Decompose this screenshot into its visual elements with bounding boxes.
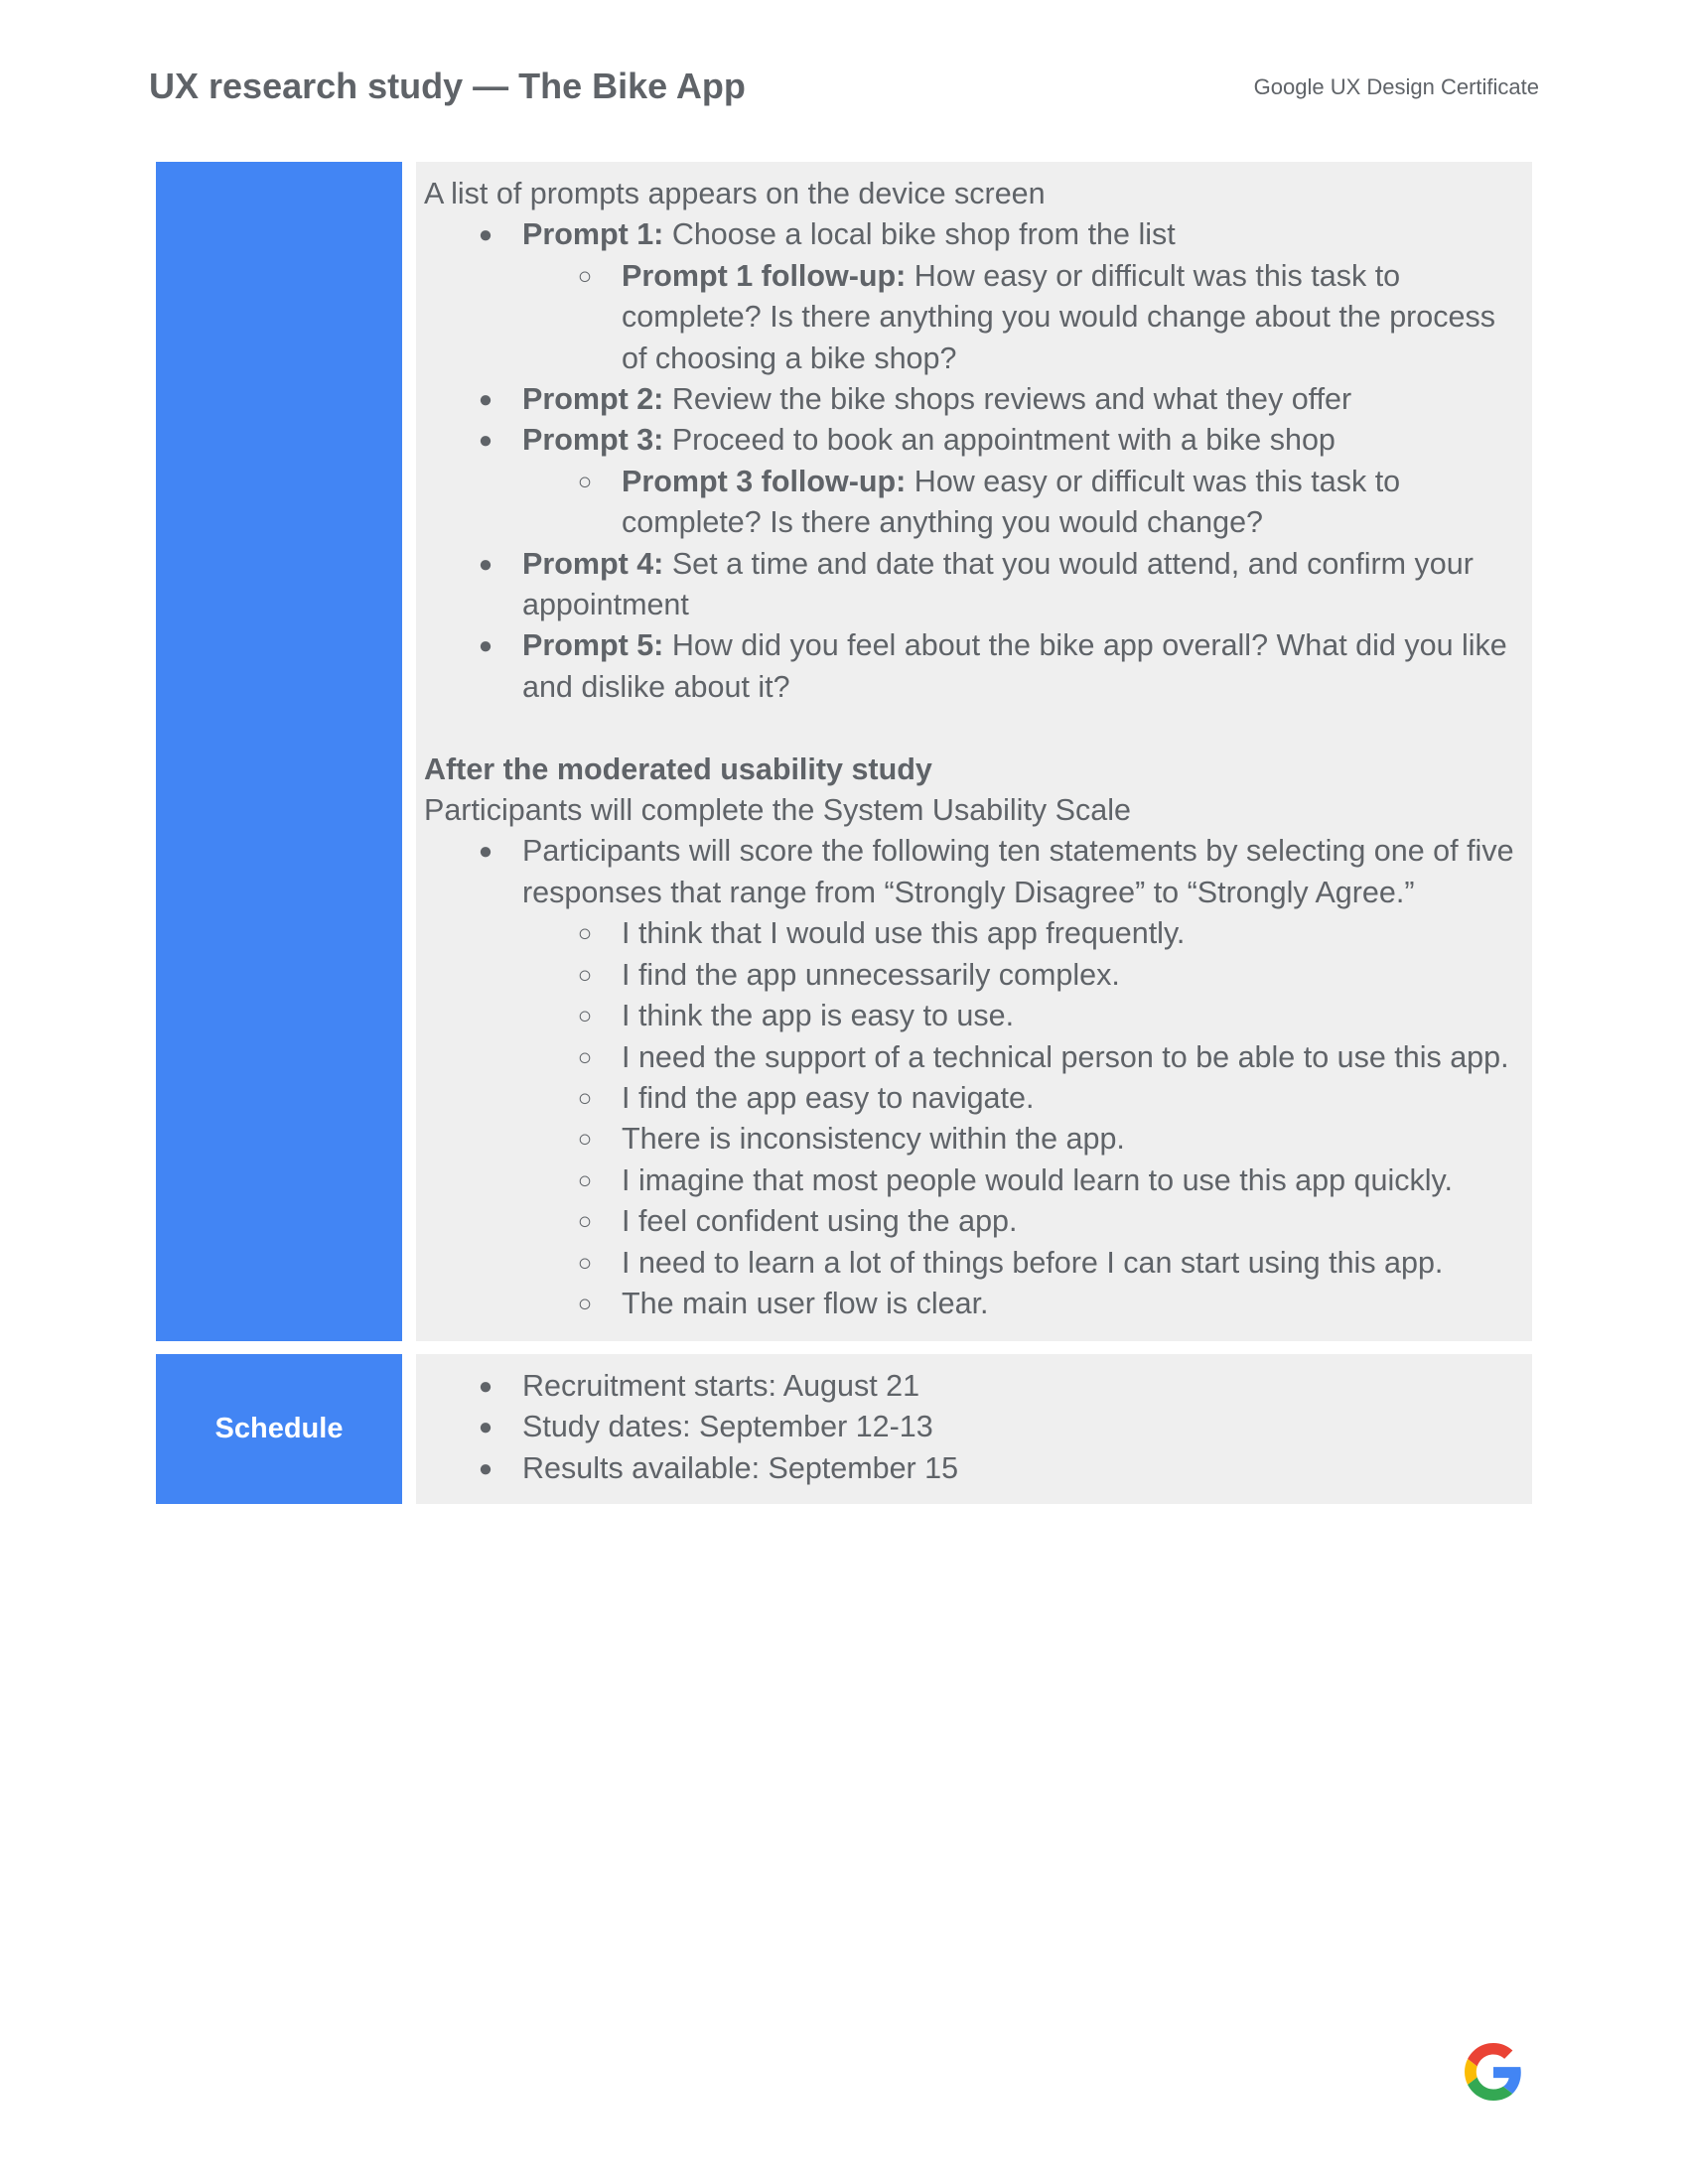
prompt-label: Prompt 5:	[522, 628, 664, 663]
sus-statement	[424, 1119, 1520, 1160]
bullet-hollow-icon: ○	[577, 1166, 593, 1194]
bullet-filled-icon: ●	[478, 838, 493, 866]
page-title: UX research study — The Bike App	[149, 66, 746, 106]
bullet-hollow-icon: ○	[577, 1043, 593, 1071]
schedule-item-text: Study dates: September 12-13	[522, 1410, 933, 1444]
plan-row	[156, 162, 1532, 1341]
sus-statement	[424, 1037, 1520, 1078]
prompts-intro: A list of prompts appears on the device screen	[424, 177, 1046, 210]
sus-statement-text: I need the support of a technical person to be able to use this app.	[622, 1039, 1509, 1074]
prompt-label: Prompt 2:	[522, 382, 664, 417]
sus-statement	[424, 913, 1520, 954]
sus-statement-text: I feel confident using the app.	[622, 1204, 1018, 1239]
sus-statement	[424, 955, 1520, 996]
bullet-filled-icon: ●	[478, 632, 493, 660]
sus-statement	[424, 1284, 1520, 1324]
schedule-label: Schedule	[156, 1354, 402, 1504]
sus-statement-text: I need to learn a lot of things before I can start using this app.	[622, 1245, 1444, 1280]
schedule-item-text: Results available: September 15	[522, 1450, 959, 1485]
prompt-item	[424, 420, 1520, 461]
prompt-item	[424, 214, 1520, 255]
prompt-item	[424, 625, 1520, 708]
sus-statement-text: There is inconsistency within the app.	[622, 1122, 1125, 1157]
prompt-item	[424, 544, 1520, 626]
bullet-hollow-icon: ○	[577, 1084, 593, 1112]
bullet-hollow-icon: ○	[577, 1126, 593, 1154]
sus-statement	[424, 1160, 1520, 1201]
sus-list	[424, 831, 1520, 1324]
sus-statement	[424, 1078, 1520, 1119]
prompt-item	[424, 379, 1520, 420]
sus-statement	[424, 1243, 1520, 1284]
schedule-item	[424, 1366, 1520, 1407]
bullet-hollow-icon: ○	[577, 468, 593, 495]
bullet-filled-icon: ●	[478, 550, 493, 578]
schedule-content	[416, 1354, 1532, 1504]
bullet-filled-icon: ●	[478, 221, 493, 249]
prompt-label: Prompt 1:	[522, 217, 664, 252]
bullet-hollow-icon: ○	[577, 1249, 593, 1277]
prompt-followup	[424, 462, 1520, 544]
sus-statement-text: I think that I would use this app frequently.	[622, 916, 1186, 951]
prompt-text: How did you feel about the bike app overall? What did you like and dislike about it?	[522, 628, 1507, 704]
prompt-text: Review the bike shops reviews and what they offer	[663, 382, 1352, 417]
sus-statement-text: I find the app unnecessarily complex.	[622, 957, 1120, 992]
sus-statement-text: I find the app easy to navigate.	[622, 1080, 1035, 1115]
bullet-hollow-icon: ○	[577, 920, 593, 948]
schedule-list	[424, 1366, 1520, 1489]
schedule-item-text: Recruitment starts: August 21	[522, 1369, 920, 1403]
followup-label: Prompt 3 follow-up:	[622, 464, 907, 498]
bullet-hollow-icon: ○	[577, 1290, 593, 1317]
schedule-row	[156, 1354, 1532, 1504]
bullet-filled-icon: ●	[478, 1373, 493, 1400]
followup-label: Prompt 1 follow-up:	[622, 258, 907, 293]
bullet-hollow-icon: ○	[577, 961, 593, 989]
bullet-filled-icon: ●	[478, 1454, 493, 1482]
sus-instruction-text: Participants will score the following ten statements by selecting one of five responses that range from “Strongly Disagree” to “Strongly Agree.”	[522, 834, 1514, 909]
prompt-text: Choose a local bike shop from the list	[663, 217, 1176, 252]
page-subtitle: Google UX Design Certificate	[1253, 74, 1539, 99]
page-header	[149, 62, 1539, 111]
prompt-followup	[424, 256, 1520, 379]
prompt-text: Set a time and date that you would attend, and confirm your appointment	[522, 546, 1474, 622]
sus-instruction	[424, 831, 1520, 913]
sus-statement-text: I imagine that most people would learn to use this app quickly.	[622, 1162, 1453, 1197]
bullet-filled-icon: ●	[478, 1414, 493, 1441]
sus-statement	[424, 1201, 1520, 1242]
bullet-hollow-icon: ○	[577, 1003, 593, 1030]
spacer	[424, 708, 1520, 749]
sus-statement-text: I think the app is easy to use.	[622, 999, 1015, 1033]
plan-row-content	[416, 162, 1532, 1341]
after-study-intro: Participants will complete the System Usability Scale	[424, 793, 1131, 828]
after-study-heading: After the moderated usability study	[424, 751, 932, 786]
plan-row-label	[156, 162, 402, 1341]
schedule-item	[424, 1407, 1520, 1447]
bullet-filled-icon: ●	[478, 427, 493, 455]
followup-text: How easy or difficult was this task to complete? Is there anything you would change about the process of choosing a bike shop?	[622, 258, 1495, 375]
schedule-item	[424, 1448, 1520, 1489]
sus-statement-text: The main user flow is clear.	[622, 1286, 989, 1320]
followup-text: How easy or difficult was this task to complete? Is there anything you would change?	[622, 464, 1401, 540]
bullet-hollow-icon: ○	[577, 262, 593, 290]
prompt-label: Prompt 3:	[522, 423, 664, 458]
sus-statement	[424, 996, 1520, 1036]
prompt-text: Proceed to book an appointment with a bike shop	[663, 423, 1336, 458]
prompt-label: Prompt 4:	[522, 546, 664, 581]
prompt-list	[424, 214, 1520, 708]
google-g-icon	[1465, 2043, 1522, 2101]
bullet-hollow-icon: ○	[577, 1208, 593, 1236]
bullet-filled-icon: ●	[478, 386, 493, 414]
